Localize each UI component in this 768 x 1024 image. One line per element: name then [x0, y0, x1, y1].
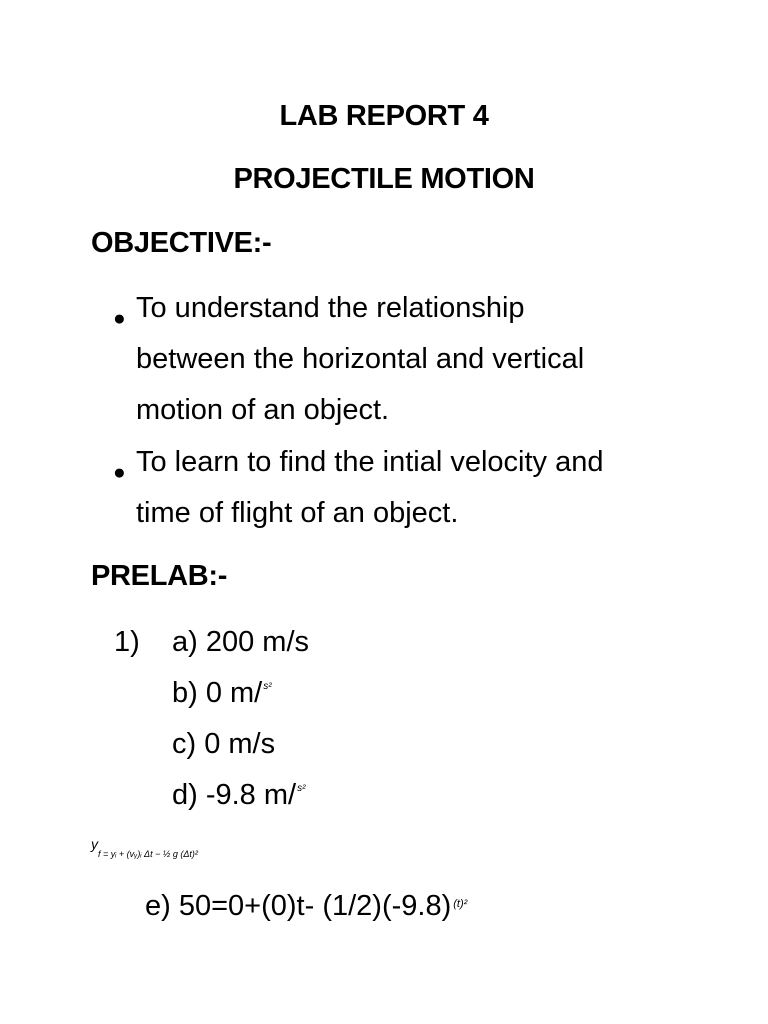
formula-y: y [91, 836, 98, 852]
answer-e [145, 890, 467, 923]
bullet-icon: ● [113, 461, 126, 484]
answer-e-tail: (t)² [453, 898, 468, 910]
answer-d-unit: s² [297, 783, 306, 794]
report-subtitle: PROJECTILE MOTION [233, 163, 535, 195]
objective-line: To learn to find the intial velocity and [136, 446, 604, 478]
answer-a: a) 200 m/s [172, 626, 309, 658]
answer-c: c) 0 m/s [172, 728, 276, 760]
answer-d [172, 779, 305, 812]
question-number: 1) [114, 626, 140, 658]
formula-rest: f = yᵢ + (vᵧ)ᵢ Δt − ½ g (Δt)² [98, 849, 198, 859]
answer-b-unit: s² [263, 681, 272, 692]
objective-line: between the horizontal and vertical [136, 343, 585, 375]
report-title: LAB REPORT 4 [279, 100, 489, 132]
objective-line: To understand the relationship [136, 292, 525, 324]
kinematics-formula [91, 836, 198, 859]
objective-line: time of flight of an object. [136, 497, 459, 529]
objective-heading: OBJECTIVE:- [91, 227, 272, 259]
bullet-icon: ● [113, 307, 126, 330]
answer-b [172, 677, 272, 710]
objective-line: motion of an object. [136, 394, 390, 426]
answer-e-text: e) 50=0+(0)t- (1/2)(-9.8) [145, 890, 452, 922]
prelab-heading: PRELAB:- [91, 560, 228, 592]
answer-b-text: b) 0 m/ [172, 677, 263, 709]
answer-d-text: d) -9.8 m/ [172, 779, 297, 811]
